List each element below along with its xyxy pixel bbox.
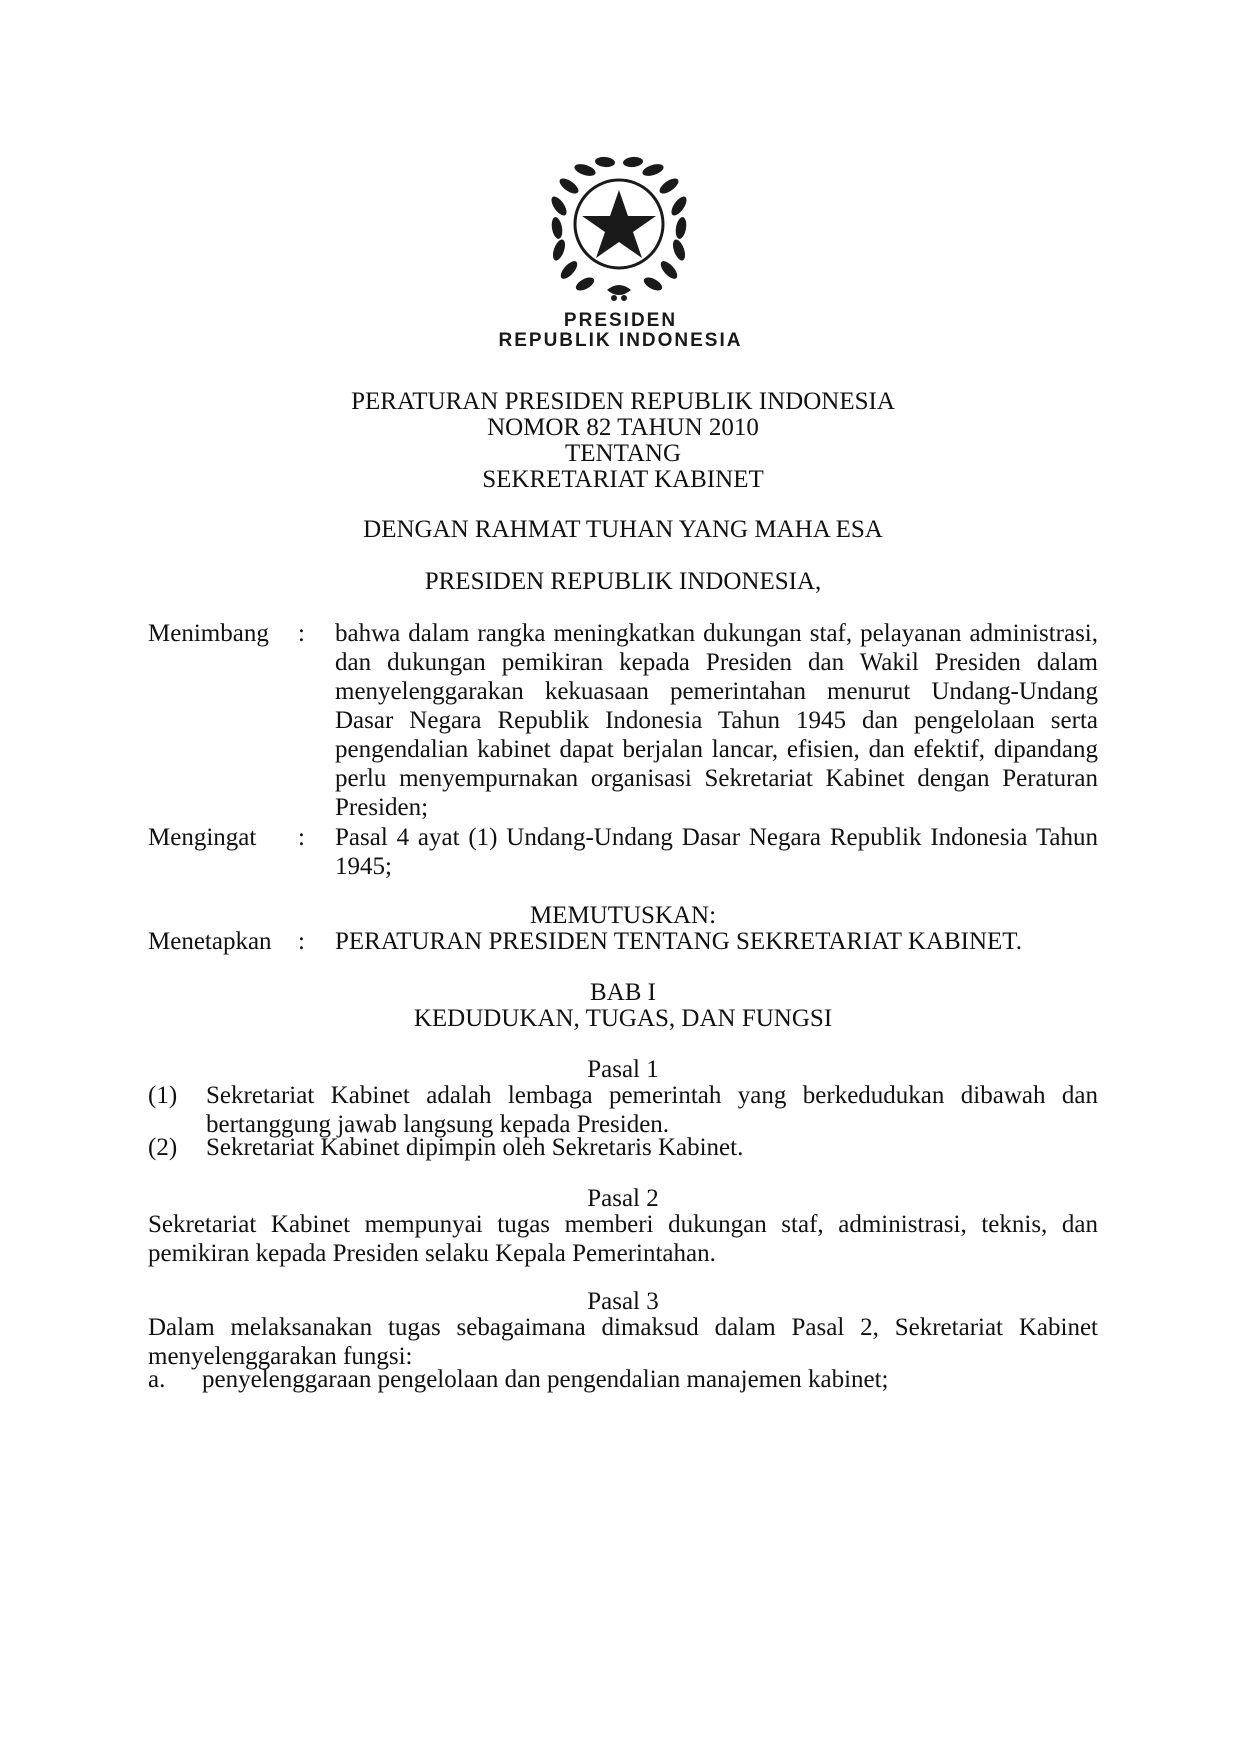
pasal-1-item-number: (2) <box>148 1134 178 1161</box>
regulation-subject: SEKRETARIAT KABINET <box>482 466 764 493</box>
pasal-3-item-text: penyelenggaraan pengelolaan dan pengendalian manajemen kabinet; <box>202 1366 889 1393</box>
emblem-label-presiden: PRESIDEN <box>563 310 678 331</box>
presidential-emblem-icon <box>534 150 704 310</box>
chapter-number: BAB I <box>590 979 656 1006</box>
regulation-number: NOMOR 82 TAHUN 2010 <box>487 414 759 441</box>
menetapkan-label: Menetapkan <box>148 928 272 955</box>
preamble-blessing: DENGAN RAHMAT TUHAN YANG MAHA ESA <box>363 516 883 543</box>
menimbang-colon: : <box>298 620 305 647</box>
menetapkan-text: PERATURAN PRESIDEN TENTANG SEKRETARIAT KABINET. <box>335 928 1022 955</box>
pasal-1-heading: Pasal 1 <box>587 1056 659 1083</box>
pasal-1-item-text: Sekretariat Kabinet dipimpin oleh Sekretaris Kabinet. <box>206 1134 744 1161</box>
pasal-1-item-number: (1) <box>148 1082 178 1109</box>
pasal-1-item-text: Sekretariat Kabinet adalah lembaga pemerintah yang berkedudukan dibawah dan bertanggung jawab langsung kepada Presiden. <box>206 1082 1098 1138</box>
pasal-1-item <box>148 1133 1098 1163</box>
regulation-tentang: TENTANG <box>564 440 682 467</box>
menimbang-label: Menimbang <box>148 620 269 647</box>
menimbang-text: bahwa dalam rangka meningkatkan dukungan staf, pelayanan administrasi, dan dukungan pemikiran kepada Presiden dan Wakil Presiden dalam menyelenggarakan kekuasaan pemerintahan menurut Undang-Undang Dasar Negara Republik Indonesia Tahun 1945 dan pengelolaan serta pengendalian kabinet dapat berjalan lancar, efisien, dan efektif, dipandang perlu menyempurnakan organisasi Sekretariat Kabinet dengan Peraturan Presiden; <box>335 620 1098 821</box>
preamble-president: PRESIDEN REPUBLIK INDONESIA, <box>424 568 822 595</box>
menetapkan-section <box>148 927 1098 957</box>
chapter-title: KEDUDUKAN, TUGAS, DAN FUNGSI <box>413 1005 833 1032</box>
pasal-1-item <box>148 1081 1098 1139</box>
pasal-2-text: Sekretariat Kabinet mempunyai tugas memberi dukungan staf, administrasi, teknis, dan pemikiran kepada Presiden selaku Kepala Pemerintahan. <box>148 1211 1098 1267</box>
memutuskan-heading: MEMUTUSKAN: <box>529 902 717 929</box>
pasal-3-heading: Pasal 3 <box>587 1288 659 1315</box>
mengingat-section <box>148 823 1098 883</box>
menimbang-section <box>148 619 1098 824</box>
mengingat-colon: : <box>298 824 305 851</box>
pasal-3-item-letter: a. <box>148 1366 166 1393</box>
pasal-2-heading: Pasal 2 <box>587 1185 659 1212</box>
mengingat-text: Pasal 4 ayat (1) Undang-Undang Dasar Negara Republik Indonesia Tahun 1945; <box>335 824 1098 880</box>
pasal-3-item <box>148 1365 1098 1395</box>
regulation-title-line-1: PERATURAN PRESIDEN REPUBLIK INDONESIA <box>351 388 895 415</box>
emblem-label-republik: REPUBLIK INDONESIA <box>498 330 743 351</box>
pasal-3-intro: Dalam melaksanakan tugas sebagaimana dimaksud dalam Pasal 2, Sekretariat Kabinet menyelenggarakan fungsi: <box>148 1314 1098 1370</box>
mengingat-label: Mengingat <box>148 824 257 851</box>
menetapkan-colon: : <box>298 928 305 955</box>
